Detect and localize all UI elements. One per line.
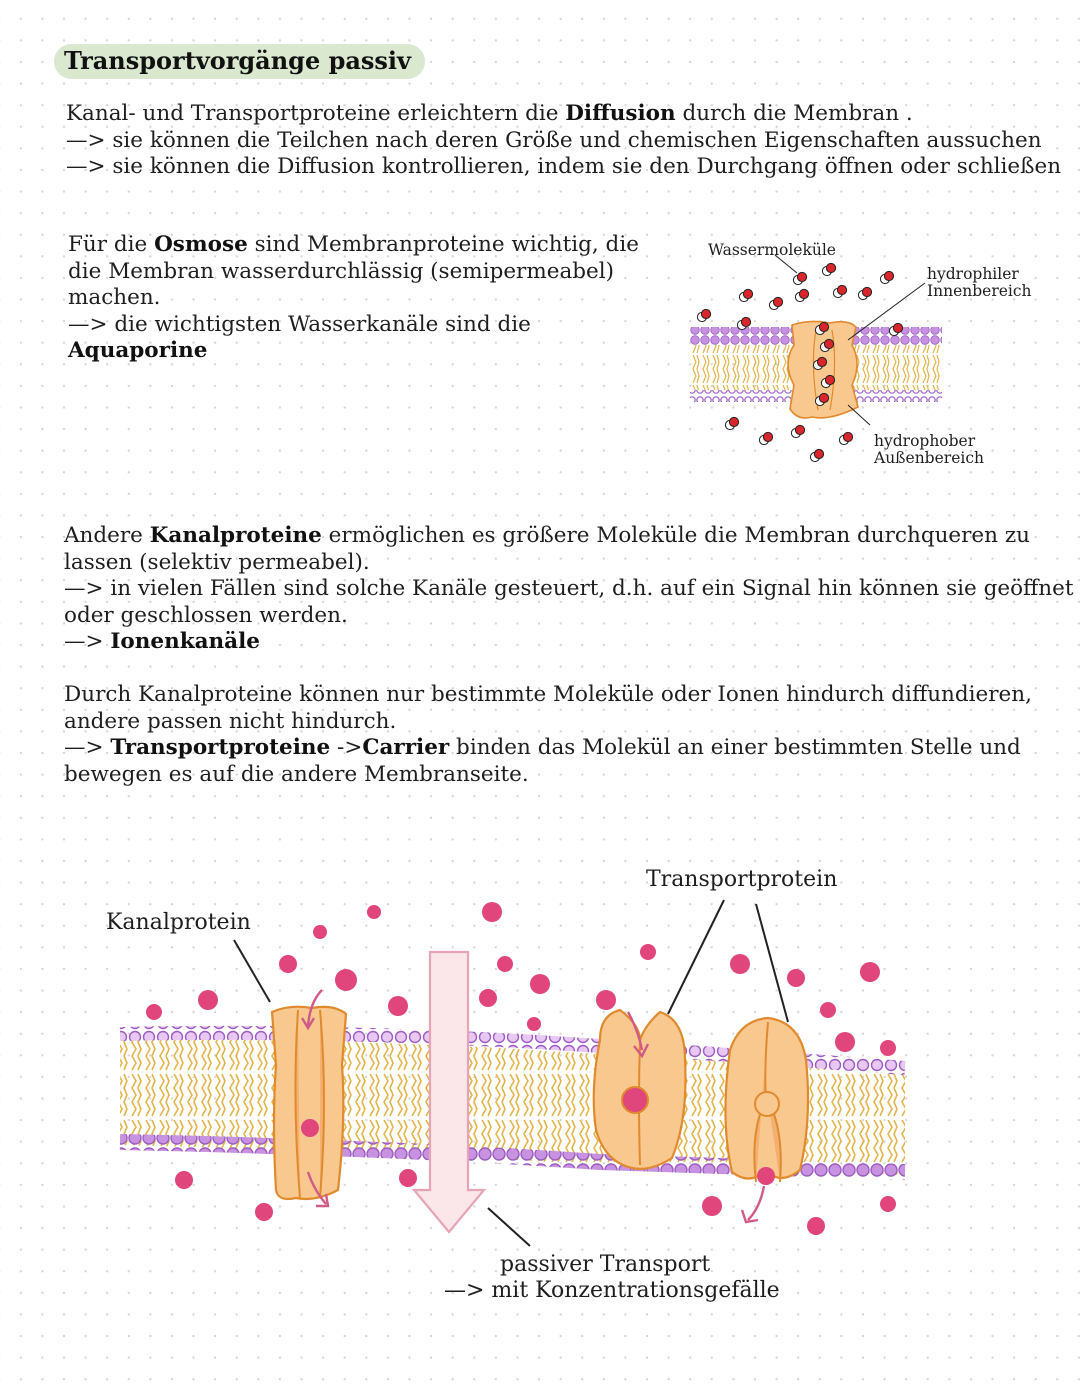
label-wassermolekuele: Wassermoleküle [708, 241, 836, 259]
label-transportprotein: Transportprotein [646, 867, 838, 892]
caption-passiver-transport: passiver Transport —> mit Konzentrationsgefälle [444, 1252, 780, 1303]
label-kanalprotein: Kanalprotein [106, 910, 251, 935]
paragraph-kanalproteine: Andere Kanalproteine ermöglichen es größere Moleküle die Membran durchqueren zu lassen (selektiv permeabel). —> in vielen Fällen sind solche Kanäle gesteuert, d.h. auf ein Signal hin können sie geöffnet oder geschlossen werden. —> Ionenkanäle [64, 523, 1074, 654]
transport-diagram [100, 890, 930, 1250]
label-hydrophiler-innenbereich: hydrophiler Innenbereich [927, 265, 1032, 300]
page-title: Transportvorgänge passiv [54, 44, 425, 79]
label-hydrophober-aussenbereich: hydrophober Außenbereich [874, 432, 984, 467]
paragraph-osmose: Für die Osmose sind Membranproteine wichtig, die die Membran wasserdurchlässig (semipermeabel) machen. —> die wichtigsten Wasserkanäle sind die Aquaporine [68, 232, 639, 363]
paragraph-carrier: Durch Kanalproteine können nur bestimmte Moleküle oder Ionen hindurch diffundieren, andere passen nicht hindurch. —> Transportproteine ->Carrier binden das Molekül an einer bestimmten Stelle und bewegen es auf die andere Membranseite. [64, 682, 1032, 787]
paragraph-diffusion: Kanal- und Transportproteine erleichtern die Diffusion durch die Membran . —> sie können die Teilchen nach deren Größe und chemischen Eigenschaften aussuchen —> sie können die Diffusion kontrollieren, indem sie den Durchgang öffnen oder schließen [66, 101, 1062, 179]
kanalprotein-shape [272, 990, 346, 1206]
transportprotein-shape-2 [725, 1018, 808, 1222]
transportprotein-shape-1 [594, 1010, 686, 1169]
